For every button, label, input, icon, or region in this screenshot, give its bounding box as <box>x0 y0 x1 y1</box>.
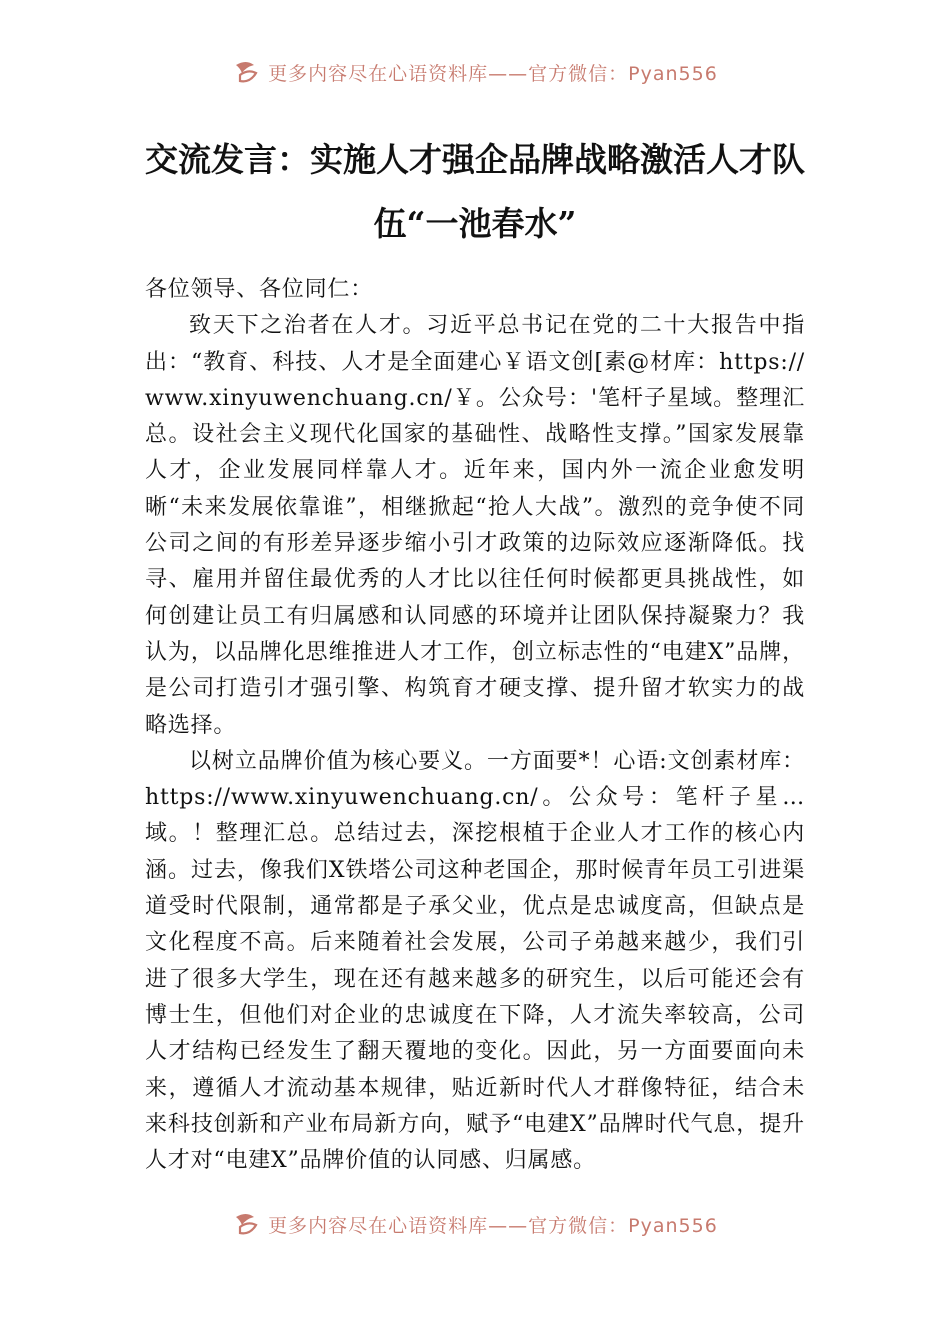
watermark-banner-bottom <box>0 1204 950 1244</box>
greeting: 各位领导、各位同仁： <box>145 277 374 302</box>
paragraph-1: 致天下之治者在人才。习近平总书记在党的二十大报告中指出：“教育、科技、人才是全面建心￥语文创[素@材库：https://www.xinyuwenchuang.cn/￥。公众号：'笔杆子星域。整理汇总。设社会主义现代化国家的基础性、战略性支撑。”国家发展靠人才，企业发展同样靠人才。近年来，国内外一流企业愈发明晰“未来发展依靠谁”，相继掀起“抢人大战”。激烈的竞争使不同公司之间的有形差异逐步缩小引才政策的边际效应逐渐降低。找寻、雇用并留住最优秀的人才比以往任何时候都更具挑战性，如何创建让员工有归属感和认同感的环境并让团队保持凝聚力？我认为，以品牌化思维推进人才工作，创立标志性的“电建X”品牌，是公司打造引才强引擎、构筑育才硬支撑、提升留才软实力的战略选择。 <box>145 313 805 738</box>
watermark-logo-icon <box>232 1211 260 1237</box>
document-body <box>145 272 805 1179</box>
watermark-text: 更多内容尽在心语资料库——官方微信：Pyan556 <box>268 62 718 85</box>
document-title: 交流发言：实施人才强企品牌战略激活人才队伍“一池春水” <box>145 140 805 243</box>
watermark-logo-icon <box>232 59 260 85</box>
watermark-text: 更多内容尽在心语资料库——官方微信：Pyan556 <box>268 1214 718 1237</box>
watermark-banner-top <box>0 52 950 92</box>
paragraph-2: 以树立品牌价值为核心要义。一方面要*！心语:文创素材库：https://www.xinyuwenchuang.cn/。公众号：笔杆子星…域。！整理汇总。总结过去，深挖根植于企业人才工作的核心内涵。过去，像我们X铁塔公司这种老国企，那时候青年员工引进渠道受时代限制，通常都是子承父业，优点是忠诚度高，但缺点是文化程度不高。后来随着社会发展，公司子弟越来越少，我们引进了很多大学生，现在还有越来越多的研究生，以后可能还会有博士生，但他们对企业的忠诚度在下降，人才流失率较高，公司人才结构已经发生了翻天覆地的变化。因此，另一方面要面向未来，遵循人才流动基本规律，贴近新时代人才群像特征，结合未来科技创新和产业布局新方向，赋予“电建X”品牌时代气息，提升人才对“电建X”品牌价值的认同感、归属感。 <box>145 748 805 1174</box>
